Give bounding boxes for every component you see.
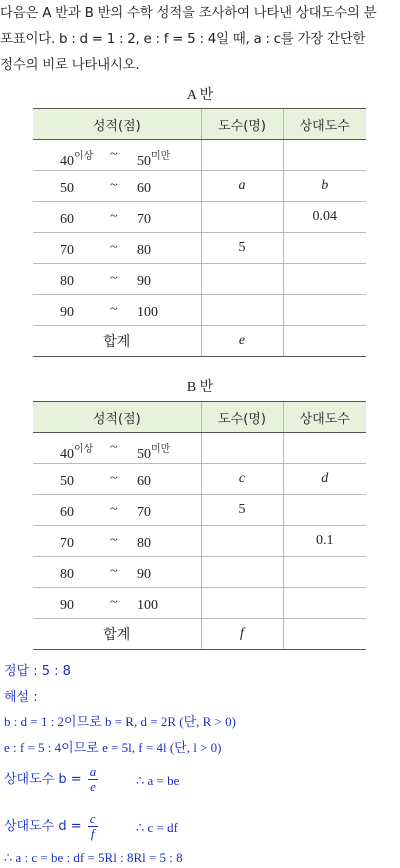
table-row [33,295,366,326]
fraction-numerator: c [89,811,96,826]
table-total-row [33,619,366,650]
range-tilde: ~ [110,147,118,162]
range-lower: 50 [60,181,74,196]
table-row [33,202,366,233]
range-upper: 100 [137,305,158,320]
total-frequency: f [201,619,283,650]
range-lower: $40^{이상}$ [60,444,94,462]
range-lower: 70 [60,536,74,551]
table-row [33,264,366,295]
header-frequency: 도수(명) [201,402,283,433]
table-row [33,233,366,264]
header-relative-frequency: 상대도수 [283,402,366,433]
frequency-cell [201,202,283,233]
score-range-cell [33,433,201,464]
relative-frequency-cell [283,295,366,326]
frequency-cell: 5 [201,495,283,526]
frequency-cell: a [201,171,283,202]
solution-line-3-result: ∴ a = be [136,773,180,788]
range-tilde: ~ [110,209,118,224]
problem-line-2: 포표이다. b : d = 1 : 2, e : f = 5 : 4일 때, a : c를 가장 간단한 [0,31,366,47]
table-total-row [33,326,366,357]
frequency-cell [201,295,283,326]
total-relative-frequency [283,326,366,357]
frequency-cell: c [201,464,283,495]
table-row [33,464,366,495]
answer-line: 정답 : 5 : 8 [4,664,71,679]
solution-line-5: ∴ a : c = be : df = 5Rl : 8Rl = 5 : 8 [4,850,183,865]
solution-line-1: b : d = 1 : 2이므로 b = R, d = 2R (단, R > 0) [4,714,236,729]
frequency-cell [201,557,283,588]
range-lower: $40^{이상}$ [60,151,94,169]
table-row [33,588,366,619]
table-row [33,526,366,557]
relative-frequency-cell: d [283,464,366,495]
range-lower: 80 [60,274,74,289]
table-b-body [33,433,366,650]
relative-frequency-cell [283,557,366,588]
range-upper: 80 [137,536,151,551]
table-row [33,495,366,526]
total-label: 합계 [33,619,201,650]
range-tilde: ~ [110,595,118,610]
range-lower: 60 [60,212,74,227]
total-frequency: e [201,326,283,357]
range-tilde: ~ [110,533,118,548]
range-tilde: ~ [110,440,118,455]
range-tilde: ~ [110,302,118,317]
score-range-cell [33,557,201,588]
score-range-cell [33,588,201,619]
range-lower: 90 [60,305,74,320]
total-relative-frequency [283,619,366,650]
fraction-c-over-f [88,812,98,841]
score-range-cell [33,464,201,495]
fraction-denominator: e [90,779,96,794]
range-tilde: ~ [110,178,118,193]
relative-frequency-cell [283,433,366,464]
score-range-cell [33,171,201,202]
problem-line-1: 다음은 A 반과 B 반의 수학 성적을 조사하여 나타낸 상대도수의 분 [0,5,377,21]
header-score: 성적(점) [33,109,201,140]
score-range-cell [33,140,201,171]
frequency-cell [201,526,283,557]
score-range-cell [33,202,201,233]
score-range-cell [33,526,201,557]
solution-line-2: e : f = 5 : 4이므로 e = 5l, f = 4l (단, l > 0) [4,740,222,755]
header-score: 성적(점) [33,402,201,433]
range-lower: 50 [60,474,74,489]
total-label: 합계 [33,326,201,357]
solution-line-4-prefix: 상대도수 d = [4,819,82,834]
table-a-title: A 반 [186,88,214,103]
range-upper: 70 [137,212,151,227]
table-a [33,108,366,357]
range-upper: 60 [137,474,151,489]
table-a-body [33,140,366,357]
score-range-cell [33,233,201,264]
solution-line-3-prefix: 상대도수 b = [4,772,82,787]
solution-line-4-result: ∴ c = df [136,820,178,835]
range-upper: 80 [137,243,151,258]
header-relative-frequency: 상대도수 [283,109,366,140]
fraction-a-over-e [88,765,99,794]
range-lower: 80 [60,567,74,582]
range-upper: $50^{미만}$ [137,151,171,169]
frequency-cell [201,264,283,295]
header-frequency: 도수(명) [201,109,283,140]
range-tilde: ~ [110,271,118,286]
frequency-cell [201,140,283,171]
relative-frequency-cell: 0.1 [283,526,366,557]
table-b [33,401,366,650]
range-upper: 70 [137,505,151,520]
range-tilde: ~ [110,471,118,486]
range-upper: 90 [137,567,151,582]
solution-line-3 [4,764,180,794]
score-range-cell [33,495,201,526]
fraction-numerator: a [89,764,97,779]
score-range-cell [33,295,201,326]
table-row [33,140,366,171]
table-row [33,433,366,464]
explanation-label: 해설 : [4,690,38,705]
relative-frequency-cell: 0.04 [283,202,366,233]
table-b-title: B 반 [186,380,214,395]
table-row [33,171,366,202]
relative-frequency-cell [283,140,366,171]
score-range-cell [33,264,201,295]
frequency-cell [201,588,283,619]
range-tilde: ~ [110,502,118,517]
range-upper: 90 [137,274,151,289]
range-tilde: ~ [110,564,118,579]
range-upper: 60 [137,181,151,196]
frequency-cell: 5 [201,233,283,264]
range-lower: 70 [60,243,74,258]
problem-line-3: 정수의 비로 나타내시오. [0,57,140,73]
fraction-denominator: f [90,826,95,841]
frequency-cell [201,433,283,464]
range-upper: 100 [137,598,158,613]
solution-line-4 [4,811,178,841]
relative-frequency-cell [283,233,366,264]
range-lower: 90 [60,598,74,613]
relative-frequency-cell [283,495,366,526]
range-upper: $50^{미만}$ [137,444,171,462]
relative-frequency-cell [283,588,366,619]
range-lower: 60 [60,505,74,520]
relative-frequency-cell: b [283,171,366,202]
table-row [33,557,366,588]
relative-frequency-cell [283,264,366,295]
range-tilde: ~ [110,240,118,255]
